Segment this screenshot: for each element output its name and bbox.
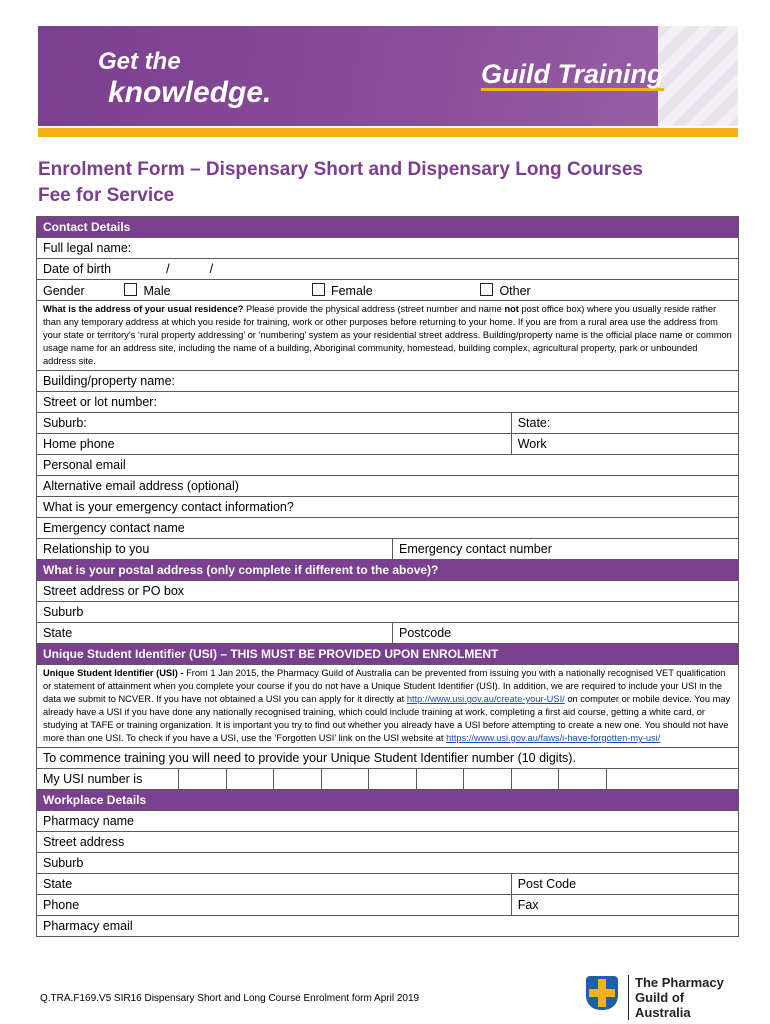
pharmacy-name-label: Pharmacy name (43, 814, 135, 828)
guild-training-logo: Guild Training (481, 59, 664, 89)
usi-digit-box[interactable] (559, 769, 606, 790)
usi-digit-box[interactable] (464, 769, 511, 790)
banner-tagline-1: Get the (98, 48, 181, 75)
postal-street-field[interactable] (37, 581, 739, 602)
usi-label: My USI number is (43, 772, 143, 786)
usi-digit-box[interactable] (369, 769, 416, 790)
other-checkbox[interactable] (480, 283, 493, 296)
usi-note-text: on computer or mobile device. You may already have a USI if you have done any nationally recognised training, which could include training at work, completing a first aid course, getting a white card, or studying at TAFE or training organization. It is important you try to find out whether you already have a USI before attempting to create a new one. You should not have more than one USI. To check if you have a USI, use the ‘Forgotten USI’ link on the USI website at (43, 694, 731, 743)
other-label: Other (499, 283, 531, 298)
postal-suburb-label: Suburb (43, 605, 84, 619)
workplace-postcode-label: Post Code (517, 877, 577, 891)
title-line-1: Enrolment Form – Dispensary Short and Dispensary Long Courses (38, 159, 643, 180)
workplace-fax-field[interactable] (511, 895, 738, 916)
pharmacy-email-field[interactable] (37, 916, 739, 937)
alt-email-label: Alternative email address (optional) (43, 479, 239, 493)
residence-question: What is the address of your usual residence? (43, 304, 244, 314)
usi-note (37, 665, 739, 748)
street-label: Street or lot number: (43, 395, 157, 409)
gender-label: Gender (43, 283, 85, 298)
org-name-line-1: The Pharmacy (635, 975, 724, 990)
postal-postcode-field[interactable] (393, 623, 739, 644)
usi-digit-box[interactable] (179, 769, 226, 790)
usi-digit-box[interactable] (321, 769, 368, 790)
pharmacy-name-field[interactable] (37, 811, 739, 832)
street-field[interactable] (37, 392, 739, 413)
workplace-street-label: Street address (43, 835, 125, 849)
usi-note-bold: Unique Student Identifier (USI) - (43, 668, 184, 678)
state-label: State: (517, 416, 551, 430)
pharmacy-guild-logo (586, 972, 736, 1018)
usi-commence-text: To commence training you will need to provide your Unique Student Identifier number (10 digits). (37, 748, 739, 769)
female-label: Female (330, 283, 373, 298)
full-name-field[interactable] (37, 238, 739, 259)
state-field[interactable] (511, 413, 738, 434)
dob-label: Date of birth (43, 262, 112, 276)
workplace-suburb-field[interactable] (37, 853, 739, 874)
dob-separator: / (209, 262, 214, 276)
org-name-line-2: Guild of Australia (635, 990, 691, 1020)
usi-digit-box[interactable] (274, 769, 321, 790)
relationship-field[interactable] (37, 539, 393, 560)
suburb-field[interactable] (37, 413, 512, 434)
work-label: Work (517, 437, 547, 451)
postal-state-field[interactable] (37, 623, 393, 644)
residence-note-text: post office box) where you usually reside rather than any temporary address at which you reside for training, work or other purposes before returning to your home. If you are from a rural area use the address from your state or territory’s ‘rural property addressing’ or ‘numbering’ system as your residential street address. Building/property name is the official place name or common usage name for an address site, including the name of a building, Aboriginal community, homestead, building complex, agricultural property, park or unbounded address site. (43, 304, 732, 366)
residence-note (37, 301, 739, 371)
header-banner (38, 26, 738, 126)
building-label: Building/property name: (43, 374, 176, 388)
pharmacy-guild-wordmark (628, 975, 736, 1020)
personal-email-label: Personal email (43, 458, 126, 472)
postal-suburb-field[interactable] (37, 602, 739, 623)
form-footer-code: Q.TRA.F169.V5 SIR16 Dispensary Short and Long Course Enrolment form April 2019 (40, 993, 420, 1004)
create-usi-link[interactable]: http://www.usi.gov.au/create-your-USI/ (406, 694, 565, 704)
workplace-state-field[interactable] (37, 874, 512, 895)
gender-row (37, 280, 739, 301)
building-field[interactable] (37, 371, 739, 392)
male-checkbox[interactable] (124, 283, 137, 296)
usi-digit-box[interactable] (416, 769, 463, 790)
usi-digit-box[interactable] (606, 769, 738, 790)
home-phone-label: Home phone (43, 437, 115, 451)
workplace-phone-field[interactable] (37, 895, 512, 916)
dob-field[interactable] (37, 259, 739, 280)
residence-note-text: Please provide the physical address (street number and name (243, 304, 505, 314)
banner-gold-stripe (38, 128, 738, 137)
postal-postcode-label: Postcode (399, 626, 452, 640)
usi-digit-box[interactable] (511, 769, 558, 790)
workplace-state-label: State (43, 877, 73, 891)
enrolment-form-table (36, 216, 739, 937)
residence-not: not (504, 304, 519, 314)
pharmacy-email-label: Pharmacy email (43, 919, 133, 933)
workplace-street-field[interactable] (37, 832, 739, 853)
work-phone-field[interactable] (511, 434, 738, 455)
dob-separator: / (166, 262, 170, 276)
home-phone-field[interactable] (37, 434, 512, 455)
emergency-question-label: What is your emergency contact information? (43, 500, 294, 514)
relationship-label: Relationship to you (43, 542, 150, 556)
page-title (38, 157, 738, 209)
alt-email-field[interactable] (37, 476, 739, 497)
workplace-fax-label: Fax (517, 898, 539, 912)
postal-street-label: Street address or PO box (43, 584, 185, 598)
suburb-label: Suburb: (43, 416, 87, 430)
workplace-postcode-field[interactable] (511, 874, 738, 895)
emergency-number-label: Emergency contact number (399, 542, 552, 556)
postal-state-label: State (43, 626, 73, 640)
usi-header: Unique Student Identifier (USI) – THIS MUST BE PROVIDED UPON ENROLMENT (37, 644, 739, 665)
emergency-question (37, 497, 739, 518)
usi-label-cell (37, 769, 179, 790)
male-label: Male (143, 283, 171, 298)
banner-tagline-2: knowledge. (108, 76, 272, 109)
workplace-phone-label: Phone (43, 898, 80, 912)
postal-address-header: What is your postal address (only complete if different to the above)? (37, 560, 739, 581)
emergency-name-label: Emergency contact name (43, 521, 185, 535)
forgotten-usi-link[interactable]: https://www.usi.gov.au/faws/i-have-forgotten-my-usi/ (446, 733, 661, 743)
workplace-suburb-label: Suburb (43, 856, 84, 870)
emergency-number-field[interactable] (393, 539, 739, 560)
contact-details-header: Contact Details (37, 217, 739, 238)
pharmacy-guild-shield-icon (586, 976, 618, 1010)
banner-pattern (658, 26, 738, 126)
usi-note-text: From 1 Jan 2015, the Pharmacy Guild of Australia can be prevented from issuing you with a nationally recognised VET qualification or statement of attainment when you complete your course if you do not have a Unique Student Identifier (USI). In addition, we are required to include your USI in the data we submit to NCVER. If you have not obtained a USI you can apply for it directly at (43, 668, 726, 704)
personal-email-field[interactable] (37, 455, 739, 476)
workplace-header: Workplace Details (37, 790, 739, 811)
emergency-name-field[interactable] (37, 518, 739, 539)
usi-digit-box[interactable] (226, 769, 273, 790)
full-name-label: Full legal name: (43, 241, 132, 255)
female-checkbox[interactable] (312, 283, 325, 296)
title-line-2: Fee for Service (38, 185, 175, 206)
